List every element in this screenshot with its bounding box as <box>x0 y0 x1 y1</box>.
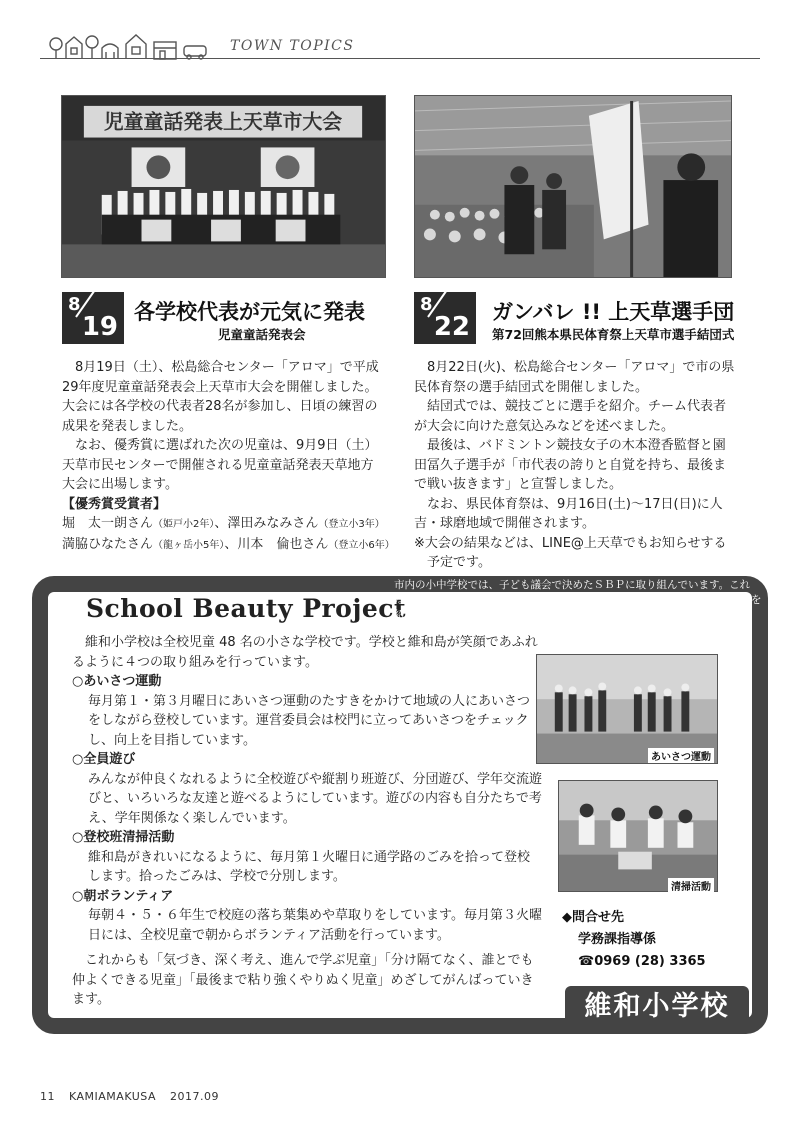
sbp-section-text: 毎朝４・５・６年生で校庭の落ち葉集めや草取りをしています。毎月第３火曜日には、全校児童で朝からボランティア活動を行っています。 <box>88 908 542 943</box>
award-name: 澤田みなみさん <box>227 516 319 531</box>
date-day: 19 <box>81 312 118 342</box>
sbp-section-heading: ○全員遊び <box>72 752 136 767</box>
award-name: 川本 倫也さん <box>237 536 329 552</box>
photo-caption: あいさつ運動 <box>648 748 714 763</box>
issue-date: 2017.09 <box>170 1090 220 1103</box>
article2-note: ※大会の結果などは、LINE@上天草でもお知らせする予定です。 <box>414 535 727 570</box>
page-header <box>40 30 760 62</box>
date-badge-819 <box>62 292 124 344</box>
article1-body <box>62 358 395 555</box>
sbp-section-heading: ○登校班清掃活動 <box>72 830 175 845</box>
article1-paragraph: なお、優秀賞に選ばれた次の児童は、9月9日（土）天草市民センターで開催される児童童話発表天草地方大会に出場します。 <box>62 438 378 492</box>
sbp-section-text: 維和島がきれいになるように、毎月第１火曜日に通学路のごみを拾って登校します。拾ったごみは、学校で分別します。 <box>88 849 531 884</box>
contact-info <box>562 907 752 973</box>
sbp-body <box>72 633 542 1010</box>
school-name-badge: 維和小学校 <box>565 986 749 1028</box>
cleaning-activity-photo <box>558 780 718 892</box>
sbp-intro: 市内の小中学校では、子ども議会で決めたＳＢＰに取り組んでいます。これは、学校の環境や児童生徒の心を美しくしようという活動。各学校の取組みを紹介します。 <box>394 579 762 621</box>
award-name: 堀 太一朗さん <box>62 516 154 531</box>
award-school: （登立小6年） <box>328 539 395 551</box>
sbp-section-text: みんなが仲良くなれるように全校遊びや縦割り班遊び、分団遊び、学年交流遊びと、いろいろな友達と遊べるようにしています。遊びの内容も自分たちで考え、学年関係なく楽しんでいます。 <box>88 771 542 826</box>
contact-department: 学務課指導係 <box>578 932 657 947</box>
town-houses-icon <box>48 32 223 60</box>
award-school: （龍ヶ岳小5年） <box>153 539 225 551</box>
header-rule <box>40 58 760 59</box>
article2-paragraph: 結団式では、競技ごとに選手を紹介。チーム代表者が大会に向けた意気込みなどを述べました。 <box>414 399 727 434</box>
article1-subline: 児童童話発表会 <box>218 327 306 342</box>
contact-heading: ◆問合せ先 <box>562 910 624 925</box>
contact-phone: ☎0969 (28) 3365 <box>578 954 706 969</box>
sbp-lead: 維和小学校は全校児童 48 名の小さな学校です。学校と維和島が笑顔であふれるように４つの取り組みを行っています。 <box>72 635 538 670</box>
date-badge-822 <box>414 292 476 344</box>
awards-heading: 【優秀賞受賞者】 <box>62 496 167 512</box>
article2-headline: ガンバレ !! 上天草選手団 <box>492 300 735 324</box>
sbp-section-heading: ○朝ボランティア <box>72 888 174 904</box>
award-school: （登立小3年） <box>318 519 385 530</box>
publication-name: KAMIAMAKUSA <box>69 1090 157 1103</box>
date-month: 8 <box>68 294 81 315</box>
sbp-closing: これからも「気づき、深く考え、進んで学ぶ児童」「分け隔てなく、誰とでも仲よくできる児童」「最後まで粘り強くやりぬく児童」めざしてがんばっていきます。 <box>72 953 534 1007</box>
page-footer <box>40 1090 229 1103</box>
date-month: 8 <box>420 294 433 315</box>
award-row: 堀 太一朗さん（姫戸小2年）、澤田みなみさん（登立小3年） <box>62 516 385 531</box>
award-name: 満脇ひなたさん <box>62 536 154 552</box>
article1-headline: 各学校代表が元気に発表 <box>134 300 365 324</box>
article2-paragraph: 8月22日(火)、松島総合センター「アロマ」で市の県民体育祭の選手結団式を開催しました。 <box>414 360 735 395</box>
sbp-title: School Beauty Project <box>80 594 412 623</box>
page-number: 11 <box>40 1090 55 1103</box>
photo-caption: 清掃活動 <box>668 878 714 893</box>
article1-paragraph: 8月19日（土）、松島総合センター「アロマ」で平成29年度児童童話発表会上天草市大会を開催しました。大会には各学校の代表者28名が参加し、日頃の練習の成果を発表しました。 <box>62 360 379 434</box>
sbp-section-text: 毎月第１・第３月曜日にあいさつ運動のたすきをかけて地域の人にあいさつをしながら登校しています。運営委員会は校門に立ってあいさつをチェックし、向上を目指しています。 <box>88 693 531 748</box>
award-row: 満脇ひなたさん（龍ヶ岳小5年）、川本 倫也さん（登立小6年） <box>62 536 395 552</box>
article2-paragraph: なお、県民体育祭は、9月16日(土)～17日(日)に人吉・球磨地域で開催されます。 <box>414 496 723 531</box>
sbp-section-heading: ○あいさつ運動 <box>72 674 162 689</box>
article2-body <box>414 358 736 573</box>
section-title: TOWN TOPICS <box>230 38 355 54</box>
date-day: 22 <box>433 312 470 342</box>
award-school: （姫戸小2年） <box>153 519 215 530</box>
photo-banner: 児童童話発表上天草市大会 <box>103 110 343 134</box>
storytelling-contest-photo <box>61 95 386 278</box>
article2-subline: 第72回熊本県民体育祭上天草市選手結団式 <box>492 327 735 342</box>
team-ceremony-photo <box>414 95 732 278</box>
article2-paragraph: 最後は、バドミントン競技女子の木本澄香監督と園田冨久子選手が「市代表の誇りと自覚を持ち、最後まで戦い抜きます」と宣誓しました。 <box>414 438 727 492</box>
